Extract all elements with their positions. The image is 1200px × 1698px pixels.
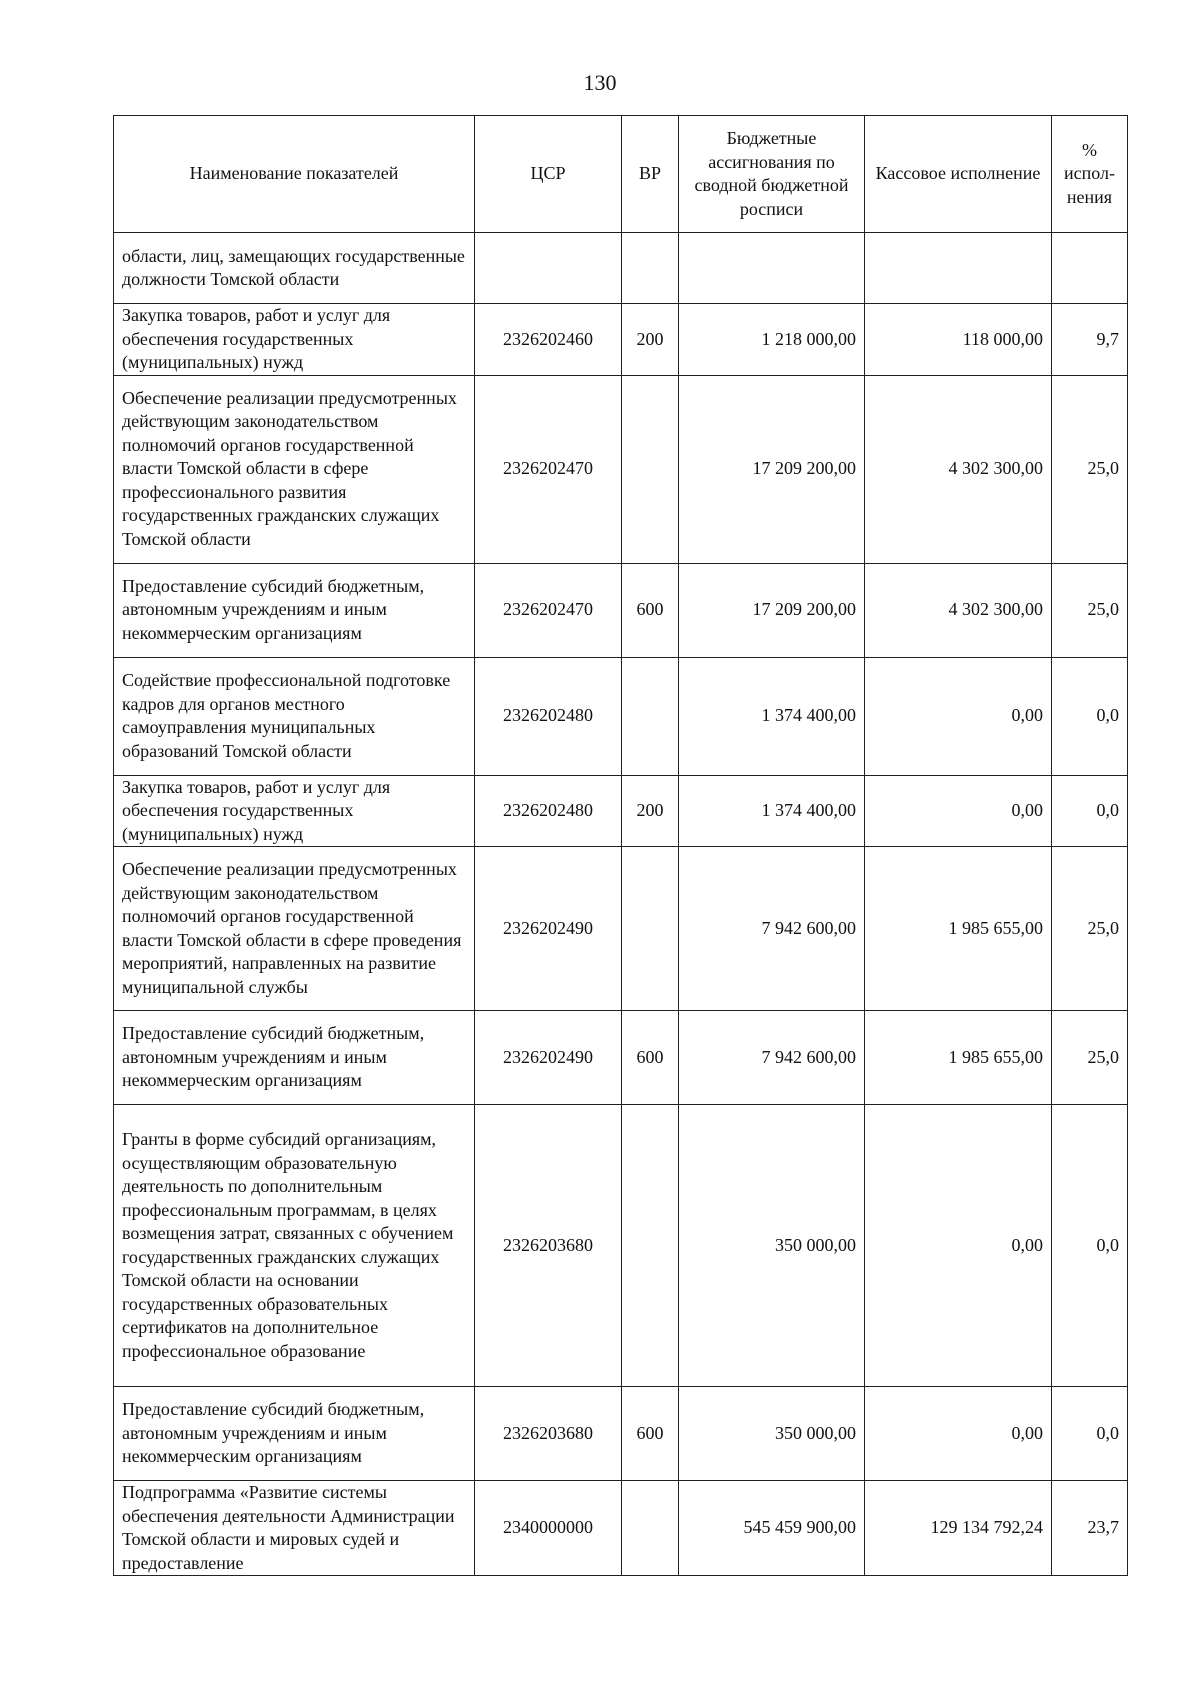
row-budget: 1 374 400,00	[679, 657, 865, 775]
row-budget: 1 374 400,00	[679, 775, 865, 847]
row-budget: 17 209 200,00	[679, 563, 865, 657]
page-number: 130	[583, 70, 617, 95]
row-budget: 350 000,00	[679, 1387, 865, 1481]
row-budget: 7 942 600,00	[679, 1011, 865, 1105]
row-name: области, лиц, замещающих государственные должности Томской области	[114, 233, 475, 304]
row-percent: 25,0	[1052, 847, 1128, 1011]
row-budget: 17 209 200,00	[679, 375, 865, 563]
row-name: Предоставление субсидий бюджетным, автономным учреждениям и иным некоммерческим организациям	[114, 1011, 475, 1105]
row-percent: 25,0	[1052, 1011, 1128, 1105]
row-name: Подпрограмма «Развитие системы обеспечения деятельности Администрации Томской области и мировых судей и предоставление	[114, 1481, 475, 1576]
table-row	[114, 233, 1128, 304]
row-cash: 1 985 655,00	[865, 847, 1052, 1011]
row-vr: 200	[622, 304, 679, 376]
row-name: Закупка товаров, работ и услуг для обеспечения государственных (муниципальных) нужд	[114, 304, 475, 376]
row-percent: 9,7	[1052, 304, 1128, 376]
row-csr: 2326202480	[475, 657, 622, 775]
row-name: Обеспечение реализации предусмотренных действующим законодательством полномочий органов государственной власти Томской области в сфере профессионального развития государственных гражданских служащих Томской области	[114, 375, 475, 563]
row-budget: 1 218 000,00	[679, 304, 865, 376]
row-percent: 0,0	[1052, 1387, 1128, 1481]
row-budget: 350 000,00	[679, 1105, 865, 1387]
table-row	[114, 563, 1128, 657]
table-row	[114, 1481, 1128, 1576]
header-csr: ЦСР	[475, 116, 622, 233]
row-cash: 0,00	[865, 1387, 1052, 1481]
header-name: Наименование показателей	[114, 116, 475, 233]
row-cash: 118 000,00	[865, 304, 1052, 376]
row-budget: 545 459 900,00	[679, 1481, 865, 1576]
table-row	[114, 657, 1128, 775]
row-csr: 2326202480	[475, 775, 622, 847]
row-budget: 7 942 600,00	[679, 847, 865, 1011]
row-vr	[622, 375, 679, 563]
row-percent: 0,0	[1052, 1105, 1128, 1387]
row-name: Обеспечение реализации предусмотренных действующим законодательством полномочий органов государственной власти Томской области в сфере проведения мероприятий, направленных на развитие муниципальной службы	[114, 847, 475, 1011]
table-row	[114, 775, 1128, 847]
row-cash: 0,00	[865, 1105, 1052, 1387]
row-csr: 2326203680	[475, 1387, 622, 1481]
row-name: Гранты в форме субсидий организациям, осуществляющим образовательную деятельность по дополнительным профессиональным программам, в целях возмещения затрат, связанных с обучением государственных гражданских служащих Томской области на основании государственных образовательных сертификатов на дополнительное профессиональное образование	[114, 1105, 475, 1387]
row-csr: 2340000000	[475, 1481, 622, 1576]
table-row	[114, 847, 1128, 1011]
row-csr: 2326203680	[475, 1105, 622, 1387]
row-vr	[622, 847, 679, 1011]
row-percent	[1052, 233, 1128, 304]
header-vr: ВР	[622, 116, 679, 233]
table-row	[114, 1105, 1128, 1387]
row-vr	[622, 1105, 679, 1387]
row-percent: 0,0	[1052, 775, 1128, 847]
row-csr	[475, 233, 622, 304]
table-header-row	[114, 116, 1128, 233]
row-vr: 600	[622, 1387, 679, 1481]
header-budget: Бюджетные ассигнования по сводной бюджетной росписи	[679, 116, 865, 233]
row-vr	[622, 1481, 679, 1576]
row-cash: 0,00	[865, 657, 1052, 775]
table-row	[114, 304, 1128, 376]
table-row	[114, 375, 1128, 563]
header-cash: Кассовое исполнение	[865, 116, 1052, 233]
row-name: Содействие профессиональной подготовке кадров для органов местного самоуправления муниципальных образований Томской области	[114, 657, 475, 775]
row-name: Предоставление субсидий бюджетным, автономным учреждениям и иным некоммерческим организациям	[114, 563, 475, 657]
row-csr: 2326202490	[475, 847, 622, 1011]
row-vr	[622, 657, 679, 775]
row-cash: 4 302 300,00	[865, 375, 1052, 563]
row-name: Предоставление субсидий бюджетным, автономным учреждениям и иным некоммерческим организациям	[114, 1387, 475, 1481]
row-name: Закупка товаров, работ и услуг для обеспечения государственных (муниципальных) нужд	[114, 775, 475, 847]
row-percent: 25,0	[1052, 375, 1128, 563]
row-vr: 200	[622, 775, 679, 847]
row-percent: 23,7	[1052, 1481, 1128, 1576]
row-cash: 4 302 300,00	[865, 563, 1052, 657]
row-budget	[679, 233, 865, 304]
row-cash: 0,00	[865, 775, 1052, 847]
header-percent: % испол-нения	[1052, 116, 1128, 233]
row-csr: 2326202490	[475, 1011, 622, 1105]
budget-execution-table	[113, 115, 1128, 1576]
row-cash: 129 134 792,24	[865, 1481, 1052, 1576]
row-cash: 1 985 655,00	[865, 1011, 1052, 1105]
row-csr: 2326202470	[475, 563, 622, 657]
row-cash	[865, 233, 1052, 304]
row-vr: 600	[622, 563, 679, 657]
row-percent: 25,0	[1052, 563, 1128, 657]
table-row	[114, 1011, 1128, 1105]
row-csr: 2326202470	[475, 375, 622, 563]
row-percent: 0,0	[1052, 657, 1128, 775]
table-row	[114, 1387, 1128, 1481]
row-vr: 600	[622, 1011, 679, 1105]
row-csr: 2326202460	[475, 304, 622, 376]
row-vr	[622, 233, 679, 304]
